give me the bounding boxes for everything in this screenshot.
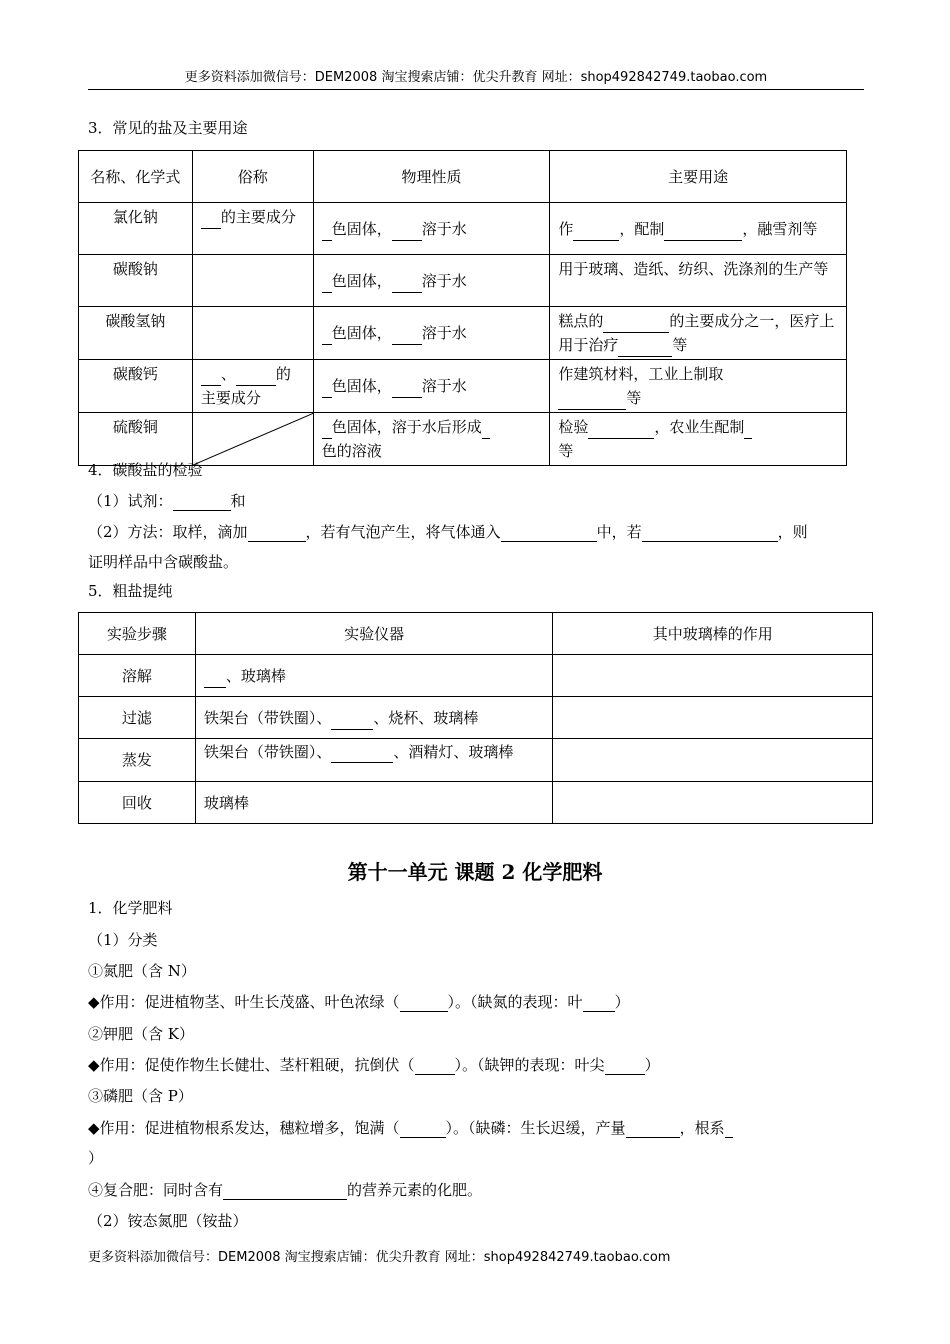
blank[interactable] — [400, 993, 448, 1012]
blank[interactable] — [173, 492, 231, 511]
salt-physical: 色固体， 溶于水 — [313, 360, 550, 413]
table-row — [79, 782, 873, 824]
blank[interactable] — [583, 993, 615, 1012]
blank[interactable] — [558, 391, 626, 410]
phosphorus-use-cont: ） — [88, 1149, 104, 1167]
rod-role-blank[interactable] — [553, 655, 873, 697]
potassium-use: ◆作用：促使作物生长健壮、茎杆粗硬，抗倒伏（ ）。（缺钾的表现：叶尖 ） — [88, 1056, 660, 1074]
table-row — [79, 697, 873, 739]
section-5-heading: 5．粗盐提纯 — [88, 582, 173, 600]
section-4-heading: 4．碳酸盐的检验 — [88, 461, 203, 479]
compound-fertilizer: ④复合肥：同时含有 的营养元素的化肥。 — [88, 1181, 483, 1199]
blank[interactable] — [392, 326, 422, 345]
salts-table — [78, 150, 847, 466]
step-name: 蒸发 — [79, 739, 196, 782]
blank[interactable] — [588, 420, 654, 439]
salt-use: 检验 ，农业生配制 等 — [550, 413, 847, 466]
section-3-heading: 3．常见的盐及主要用途 — [88, 119, 248, 137]
phosphorus-title: ③磷肥（含 P） — [88, 1087, 193, 1105]
salt-alias — [192, 307, 313, 360]
blank[interactable] — [322, 420, 332, 439]
salt-alias-empty — [192, 413, 313, 466]
table-row — [79, 655, 873, 697]
reagent-line: （1）试剂： 和 — [88, 492, 246, 510]
method-line-2: 证明样品中含碳酸盐。 — [88, 553, 239, 571]
purification-header-rod-role: 其中玻璃棒的作用 — [553, 613, 873, 655]
table-row — [79, 360, 847, 413]
fertilizer-heading: 1．化学肥料 — [88, 899, 173, 917]
nitrogen-title: ①氮肥（含 N） — [88, 962, 196, 980]
step-instrument: 铁架台（带铁圈）、 、烧杯、玻璃棒 — [195, 697, 553, 739]
blank[interactable] — [400, 1119, 446, 1138]
page-footer: 更多资料添加微信号：DEM2008 淘宝搜索店铺：优尖升教育 网址：shop492842749.taobao.com — [88, 1250, 671, 1265]
step-instrument: 、玻璃棒 — [195, 655, 553, 697]
salt-use: 作 ，配制 ，融雪剂等 — [550, 203, 847, 255]
classification-heading: （1）分类 — [88, 931, 158, 949]
blank[interactable] — [322, 274, 332, 293]
blank[interactable] — [392, 379, 422, 398]
salt-name: 硫酸铜 — [79, 413, 193, 466]
blank[interactable] — [392, 274, 422, 293]
salt-alias: 、 的主要成分 — [192, 360, 313, 413]
salt-use: 糕点的 的主要成分之一，医疗上用于治疗 等 — [550, 307, 847, 360]
step-name: 回收 — [79, 782, 196, 824]
blank[interactable] — [248, 523, 306, 542]
unit-title: 第十一单元 课题 2 化学肥料 — [347, 860, 603, 884]
salt-physical: 色固体， 溶于水 — [313, 255, 550, 307]
blank[interactable] — [236, 367, 276, 386]
step-name: 溶解 — [79, 655, 196, 697]
table-row — [79, 255, 847, 307]
rod-role-blank[interactable] — [553, 697, 873, 739]
salts-header-use: 主要用途 — [550, 151, 847, 203]
ammonium-heading: （2）铵态氮肥（铵盐） — [88, 1212, 248, 1230]
blank[interactable] — [744, 420, 752, 439]
nitrogen-use: ◆作用：促进植物茎、叶生长茂盛、叶色浓绿（ ）。（缺氮的表现：叶 ） — [88, 993, 630, 1011]
blank[interactable] — [322, 379, 332, 398]
blank[interactable] — [201, 210, 221, 229]
step-name: 过滤 — [79, 697, 196, 739]
blank[interactable] — [322, 222, 332, 241]
blank[interactable] — [482, 420, 490, 439]
phosphorus-use: ◆作用：促进植物根系发达，穗粒增多，饱满（ ）。（缺磷：生长迟缓，产量 ，根系 — [88, 1118, 733, 1138]
table-row — [79, 203, 847, 255]
blank[interactable] — [603, 314, 669, 333]
blank[interactable] — [725, 1119, 733, 1138]
salt-physical: 色固体， 溶于水 — [313, 307, 550, 360]
salts-header-physical: 物理性质 — [313, 151, 550, 203]
salt-name: 碳酸氢钠 — [79, 307, 193, 360]
blank[interactable] — [618, 338, 672, 357]
table-row — [79, 739, 873, 782]
purification-header-instrument: 实验仪器 — [195, 613, 553, 655]
blank[interactable] — [322, 326, 332, 345]
blank[interactable] — [626, 1119, 680, 1138]
salt-alias: 的主要成分 — [192, 203, 313, 255]
blank[interactable] — [392, 222, 422, 241]
blank[interactable] — [331, 711, 373, 730]
blank[interactable] — [605, 1056, 645, 1075]
salt-name: 碳酸钙 — [79, 360, 193, 413]
method-line: （2）方法：取样，滴加 ，若有气泡产生，将气体通入 中，若 ，则 — [88, 523, 808, 541]
blank[interactable] — [573, 222, 619, 241]
table-row — [79, 413, 847, 466]
salt-use: 作建筑材料，工业上制取 等 — [550, 360, 847, 413]
table-row — [79, 307, 847, 360]
salt-physical: 色固体， 溶于水 — [313, 203, 550, 255]
blank[interactable] — [664, 222, 742, 241]
salt-physical: 色固体，溶于水后形成 色的溶液 — [313, 413, 550, 466]
rod-role-blank[interactable] — [553, 739, 873, 782]
page-header: 更多资料添加微信号：DEM2008 淘宝搜索店铺：优尖升教育 网址：shop492842749.taobao.com — [88, 66, 864, 90]
salts-header-name: 名称、化学式 — [79, 151, 193, 203]
blank[interactable] — [223, 1181, 347, 1200]
salt-name: 碳酸钠 — [79, 255, 193, 307]
blank[interactable] — [501, 523, 597, 542]
potassium-title: ②钾肥（含 K） — [88, 1025, 194, 1043]
step-instrument: 玻璃棒 — [195, 782, 553, 824]
salts-header-alias: 俗称 — [192, 151, 313, 203]
blank[interactable] — [415, 1056, 455, 1075]
blank[interactable] — [201, 367, 221, 386]
salt-use: 用于玻璃、造纸、纺织、洗涤剂的生产等 — [550, 255, 847, 307]
purification-table — [78, 612, 873, 824]
blank[interactable] — [331, 744, 393, 763]
salt-name: 氯化钠 — [79, 203, 193, 255]
blank[interactable] — [642, 523, 778, 542]
step-instrument: 铁架台（带铁圈）、 、酒精灯、玻璃棒 — [195, 739, 553, 782]
rod-role-blank[interactable] — [553, 782, 873, 824]
salt-alias — [192, 255, 313, 307]
blank[interactable] — [204, 669, 226, 688]
purification-header-step: 实验步骤 — [79, 613, 196, 655]
diagonal-slash — [193, 413, 314, 465]
